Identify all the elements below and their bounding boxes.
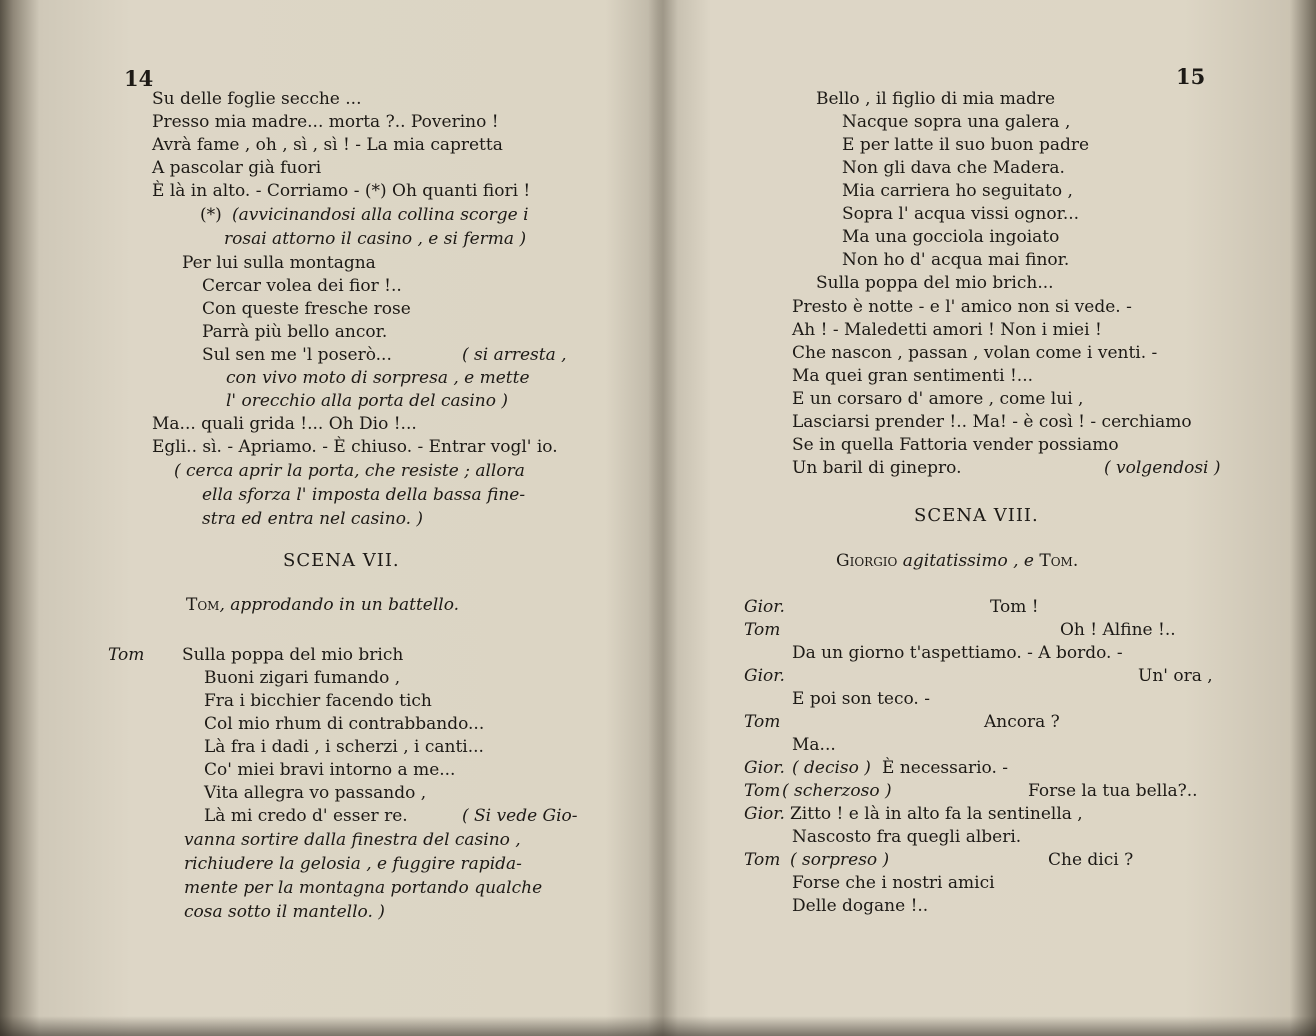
dialogue-line: Forse che i nostri amici — [792, 873, 995, 893]
stage-direction: ( deciso ) — [792, 758, 871, 778]
footnote-mark: (*) — [200, 205, 222, 225]
speaker-name: Gior. — [744, 758, 785, 778]
song-line: Sulla poppa del mio brich... — [816, 273, 1054, 293]
dialogue-line: Un' ora , — [1138, 666, 1213, 686]
verse-line: Con queste fresche rose — [202, 299, 411, 319]
stage-direction: ( Si vede Gio- — [462, 806, 578, 826]
character-name: Tom. — [1039, 551, 1079, 571]
speaker-name: Gior. — [744, 804, 785, 824]
character-name: Tom — [186, 595, 220, 615]
speaker-name: Tom — [744, 712, 781, 732]
stage-direction: richiudere la gelosia , e fuggire rapida- — [184, 854, 522, 874]
verse-line: Sul sen me 'l poserò... — [202, 345, 392, 365]
speech-line: E un corsaro d' amore , come lui , — [792, 389, 1084, 409]
character-description: , approdando in un battello. — [219, 595, 460, 615]
scene-title: SCENA VII. — [283, 550, 400, 571]
page-number: 14 — [124, 66, 154, 91]
song-line: Bello , il figlio di mia madre — [816, 89, 1056, 109]
text-line: Presso mia madre... morta ?.. Poverino ! — [152, 112, 499, 132]
song-line: E per latte il suo buon padre — [842, 135, 1090, 155]
song-line: Mia carriera ho seguitato , — [842, 181, 1073, 201]
song-line: Ma una gocciola ingoiato — [842, 227, 1060, 247]
speaker-name: Gior. — [744, 666, 785, 686]
dialogue-line: Oh ! Alfine !.. — [1060, 620, 1176, 640]
speech-line: Ah ! - Maledetti amori ! Non i miei ! — [792, 320, 1102, 340]
dialogue-line: Nascosto fra quegli alberi. — [792, 827, 1022, 847]
footnote-line: rosai attorno il casino , e si ferma ) — [224, 229, 527, 249]
scene-characters — [186, 594, 459, 616]
dialogue-line: Delle dogane !.. — [792, 896, 929, 916]
character-name: Giorgio — [836, 551, 898, 571]
stage-direction: mente per la montagna portando qualche — [184, 878, 543, 898]
verse-line: Per lui sulla montagna — [182, 253, 376, 273]
text-line: A pascolar già fuori — [152, 158, 322, 178]
song-line: Buoni zigari fumando , — [204, 668, 401, 688]
stage-direction: ella sforza l' imposta della bassa fine- — [202, 485, 526, 505]
song-line: Col mio rhum di contrabbando... — [204, 714, 485, 734]
dialogue-line: Ma... — [792, 735, 836, 755]
dialogue-line: E poi son teco. - — [792, 689, 930, 709]
stage-direction: ( scherzoso ) — [782, 781, 892, 801]
dialogue-line: Ancora ? — [984, 712, 1060, 732]
dialogue-line: Zitto ! e là in alto fa la sentinella , — [790, 804, 1083, 824]
song-line: Fra i bicchier facendo tich — [204, 691, 432, 711]
song-line: Là mi credo d' esser re. — [204, 806, 408, 826]
song-line: Vita allegra vo passando , — [204, 783, 427, 803]
speech-line: Che nascon , passan , volan come i venti. - — [792, 343, 1158, 363]
stage-direction: stra ed entra nel casino. ) — [202, 509, 424, 529]
footnote-line: (avvicinandosi alla collina scorge i — [232, 205, 529, 225]
speaker-name: Tom — [744, 850, 781, 870]
song-line: Non ho d' acqua mai finor. — [842, 250, 1070, 270]
text-line: Egli.. sì. - Apriamo. - È chiuso. - Entrar vogl' io. — [152, 437, 558, 457]
page-number: 15 — [1176, 64, 1206, 89]
speaker-name: Tom — [108, 645, 145, 665]
dialogue-line: Da un giorno t'aspettiamo. - A bordo. - — [792, 643, 1123, 663]
verse-line: Parrà più bello ancor. — [202, 322, 388, 342]
scene-characters — [836, 550, 1078, 572]
song-line: Là fra i dadi , i scherzi , i canti... — [204, 737, 484, 757]
song-line: Sulla poppa del mio brich — [182, 645, 404, 665]
scene-title: SCENA VIII. — [914, 505, 1039, 526]
song-line: Sopra l' acqua vissi ognor... — [842, 204, 1080, 224]
text-line: È là in alto. - Corriamo - (*) Oh quanti fiori ! — [152, 181, 531, 201]
song-line: Co' miei bravi intorno a me... — [204, 760, 456, 780]
stage-direction: con vivo moto di sorpresa , e mette — [226, 368, 530, 388]
speech-line: Lasciarsi prender !.. Ma! - è così ! - cerchiamo — [792, 412, 1192, 432]
stage-direction: l' orecchio alla porta del casino ) — [226, 391, 508, 411]
character-description: agitatissimo , e — [902, 551, 1034, 571]
speech-line: Se in quella Fattoria vender possiamo — [792, 435, 1119, 455]
text-line: Su delle foglie secche ... — [152, 89, 362, 109]
stage-direction: ( volgendosi ) — [1104, 458, 1221, 478]
text-line: Ma... quali grida !... Oh Dio !... — [152, 414, 417, 434]
song-line: Non gli dava che Madera. — [842, 158, 1065, 178]
speaker-name: Gior. — [744, 597, 785, 617]
stage-direction: vanna sortire dalla finestra del casino , — [184, 830, 521, 850]
speaker-name: Tom — [744, 620, 781, 640]
right-page — [668, 0, 1316, 1036]
speech-line: Presto è notte - e l' amico non si vede. - — [792, 297, 1132, 317]
dialogue-line: Che dici ? — [1048, 850, 1134, 870]
stage-direction: ( sorpreso ) — [790, 850, 890, 870]
speaker-name: Tom — [744, 781, 781, 801]
song-line: Nacque sopra una galera , — [842, 112, 1071, 132]
stage-direction: ( si arresta , — [462, 345, 567, 365]
stage-direction: ( cerca aprir la porta, che resiste ; allora — [174, 461, 525, 481]
stage-direction: cosa sotto il mantello. ) — [184, 902, 385, 922]
dialogue-line: È necessario. - — [882, 758, 1009, 778]
dialogue-line: Forse la tua bella?.. — [1028, 781, 1198, 801]
text-line: Avrà fame , oh , sì , sì ! - La mia capretta — [152, 135, 503, 155]
speech-line: Un baril di ginepro. — [792, 458, 962, 478]
speech-line: Ma quei gran sentimenti !... — [792, 366, 1034, 386]
verse-line: Cercar volea dei fior !.. — [202, 276, 402, 296]
dialogue-line: Tom ! — [990, 597, 1039, 617]
